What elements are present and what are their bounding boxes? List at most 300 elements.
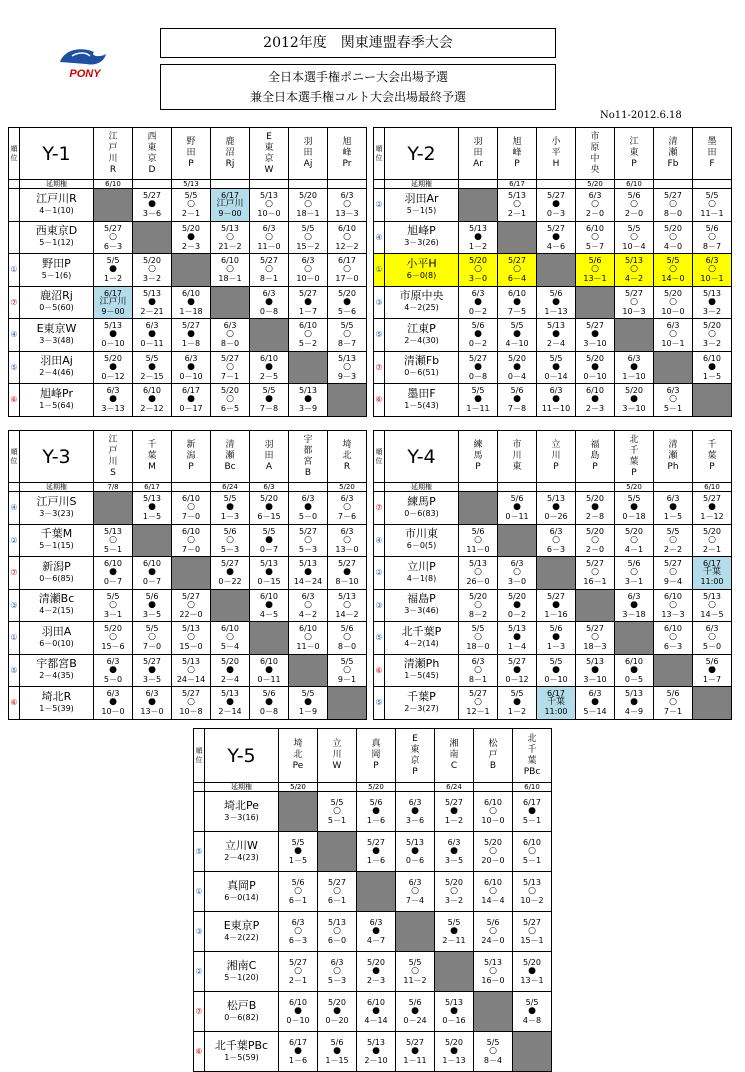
match-result: ○ — [304, 199, 312, 210]
match-score: 10－0 — [661, 306, 685, 316]
self-match-cell — [474, 992, 513, 1032]
match-cell — [474, 1032, 513, 1072]
rank-badge: ⑤ — [374, 687, 385, 720]
match-cell — [459, 286, 498, 319]
team-cell — [20, 286, 94, 319]
column-header — [615, 431, 654, 483]
match-date: 5/13 — [703, 591, 721, 601]
match-score: 13－0 — [140, 707, 164, 717]
match-cell — [94, 557, 133, 590]
match-date: 5/27 — [182, 591, 200, 601]
match-result: ● — [304, 502, 312, 513]
match-cell — [693, 524, 732, 557]
team-record: 6－0(14) — [224, 892, 259, 902]
team-record: 6－0(10) — [39, 638, 74, 648]
self-match-cell — [537, 254, 576, 287]
team-row — [374, 319, 732, 352]
match-result: ● — [591, 502, 599, 513]
match-result: ○ — [187, 502, 195, 513]
match-result: ● — [109, 664, 117, 675]
match-score: 6－0 — [327, 936, 347, 945]
match-result: ● — [372, 846, 380, 856]
match-date: 6/3 — [705, 624, 719, 634]
team-cell — [385, 492, 459, 525]
match-score: 0－10 — [286, 1016, 310, 1025]
team-cell — [20, 492, 94, 525]
team-name: 小平H — [406, 256, 437, 270]
match-score: 4－7 — [366, 936, 386, 945]
match-result: ○ — [591, 567, 599, 578]
match-score: 20－0 — [481, 856, 505, 865]
team-record: 1－5(64) — [39, 400, 74, 410]
match-cell — [172, 492, 211, 525]
enki-date: 6/10 — [94, 180, 133, 189]
match-cell — [94, 589, 133, 622]
match-cell — [576, 687, 615, 720]
match-result: ● — [343, 296, 351, 307]
match-date: 6/3 — [291, 918, 305, 927]
match-result: ● — [265, 567, 273, 578]
enki-label: 延期権 — [20, 483, 94, 492]
match-score: 11－1 — [700, 209, 724, 219]
match-score: 7－4 — [405, 896, 425, 905]
rank-badge — [194, 792, 205, 832]
match-cell — [693, 351, 732, 384]
match-result: ○ — [304, 231, 312, 242]
match-date: 6/10 — [143, 386, 161, 396]
match-result: ○ — [513, 567, 521, 578]
match-cell — [133, 622, 172, 655]
match-date: 5/20 — [703, 526, 721, 536]
enki-date — [654, 483, 693, 492]
match-cell — [615, 286, 654, 319]
team-name: E東京W — [36, 321, 77, 335]
match-result: ○ — [474, 664, 482, 675]
match-date: 5/5 — [627, 494, 641, 504]
match-score: 7－0 — [181, 544, 201, 554]
match-cell — [133, 254, 172, 287]
match-score: 3－5 — [444, 856, 464, 865]
match-cell — [328, 286, 367, 319]
match-score: 5－1 — [327, 816, 347, 825]
match-date: 5/5 — [471, 386, 485, 396]
match-score: 0－8 — [468, 371, 488, 381]
match-cell — [513, 912, 552, 952]
match-cell — [211, 687, 250, 720]
match-result: ○ — [489, 926, 497, 936]
match-date: 6/3 — [666, 494, 680, 504]
match-cell — [94, 622, 133, 655]
match-date: 6/3 — [340, 191, 354, 201]
team-record: 1－5(59) — [224, 1052, 259, 1062]
team-cell — [20, 557, 94, 590]
match-score: 1－7 — [702, 674, 722, 684]
match-date: 5/6 — [510, 386, 524, 396]
match-cell — [498, 351, 537, 384]
match-score: 3－2 — [702, 306, 722, 316]
team-record: 0－6(85) — [39, 573, 74, 583]
match-cell — [576, 524, 615, 557]
match-result: ● — [630, 697, 638, 708]
team-record: 2－4(46) — [39, 368, 74, 378]
match-result: ● — [411, 806, 419, 816]
rank-badge: ⑦ — [9, 557, 20, 590]
match-date: 5/13 — [484, 958, 502, 967]
match-cell — [615, 221, 654, 254]
match-result: ● — [372, 926, 380, 936]
match-result: ● — [148, 697, 156, 708]
team-cell — [385, 654, 459, 687]
match-cell — [357, 792, 396, 832]
team-row — [374, 221, 732, 254]
match-result: ● — [513, 394, 521, 405]
league-table-y-5 — [193, 728, 552, 1072]
match-date: 5/5 — [705, 191, 719, 201]
match-result: ● — [552, 329, 560, 340]
team-row — [374, 254, 732, 287]
match-date: 5/6 — [627, 559, 641, 569]
column-header — [94, 128, 133, 180]
team-row — [9, 557, 367, 590]
match-cell — [289, 557, 328, 590]
column-header — [133, 128, 172, 180]
match-result: ○ — [630, 199, 638, 210]
match-date: 6/3 — [549, 386, 563, 396]
match-date: 6/3 — [340, 494, 354, 504]
match-cell — [289, 589, 328, 622]
match-result: ○ — [343, 329, 351, 340]
match-score: 0－4 — [507, 371, 527, 381]
match-date: 6/10 — [484, 878, 502, 887]
match-result: ● — [109, 361, 117, 372]
match-cell — [357, 952, 396, 992]
match-score: 2－11 — [442, 936, 466, 945]
match-score: 6－3 — [663, 642, 683, 652]
match-date: 5/13 — [406, 838, 424, 847]
match-date: 5/13 — [508, 191, 526, 201]
team-cell — [20, 189, 94, 222]
column-header-label: 旭 峰 P — [512, 137, 522, 169]
column-header-label: 埼 北 Pe — [292, 739, 304, 771]
match-cell — [133, 492, 172, 525]
logo-text: PONY — [69, 68, 101, 80]
match-score: 3－6 — [405, 816, 425, 825]
match-result: ● — [591, 697, 599, 708]
match-date: 5/5 — [510, 689, 524, 699]
match-result: ● — [513, 632, 521, 643]
team-cell — [20, 524, 94, 557]
column-header-label: 市 川 東 — [512, 440, 522, 472]
match-score: 11－2 — [403, 976, 427, 985]
match-cell — [211, 492, 250, 525]
self-match-cell — [459, 492, 498, 525]
match-score: 3－2 — [444, 896, 464, 905]
match-result: ● — [591, 329, 599, 340]
match-cell — [94, 351, 133, 384]
match-result: ○ — [708, 264, 716, 275]
column-header-label: E 東 京 P — [410, 733, 420, 777]
match-date: 6/10 — [664, 591, 682, 601]
match-score: 1－8 — [181, 339, 201, 349]
column-header — [357, 729, 396, 783]
match-result: ○ — [343, 264, 351, 275]
column-header-label: 千 葉 M — [147, 440, 157, 472]
match-result: ● — [333, 1006, 341, 1016]
match-score: 7－1 — [663, 707, 683, 717]
self-match-cell — [328, 687, 367, 720]
match-date: 6/10 — [625, 656, 643, 666]
match-date: 5/6 — [408, 998, 422, 1007]
match-result: ● — [669, 502, 677, 513]
match-cell — [576, 221, 615, 254]
match-date: 6/3 — [184, 353, 198, 363]
match-cell — [279, 832, 318, 872]
league-table-y-1 — [8, 127, 367, 417]
match-date: 5/5 — [486, 1038, 500, 1047]
match-date: 5/13 — [143, 288, 161, 298]
match-result: ○ — [552, 534, 560, 545]
match-result: ● — [513, 697, 521, 708]
match-cell — [435, 1032, 474, 1072]
match-score: 4－9 — [624, 707, 644, 717]
team-name: 清瀬Fb — [403, 354, 440, 368]
match-cell — [459, 254, 498, 287]
match-cell — [289, 687, 328, 720]
team-row — [194, 952, 552, 992]
match-score: 10－1 — [700, 274, 724, 284]
match-result: ● — [148, 567, 156, 578]
match-cell — [396, 992, 435, 1032]
match-score: 18－1 — [218, 274, 242, 284]
match-date: 6/10 — [664, 624, 682, 634]
match-score: 2－5 — [259, 371, 279, 381]
self-match-cell — [693, 384, 732, 417]
match-cell — [172, 384, 211, 417]
rank-badge: ② — [374, 557, 385, 590]
match-score: 4－8 — [522, 1016, 542, 1025]
match-score: 0－10 — [179, 371, 203, 381]
match-score: 4－5 — [259, 609, 279, 619]
team-row — [9, 319, 367, 352]
team-record: 2－4(30) — [404, 335, 439, 345]
match-score: 0－2 — [468, 306, 488, 316]
match-date: 6/3 — [666, 321, 680, 331]
match-result: ● — [148, 361, 156, 372]
column-header — [693, 431, 732, 483]
match-score: 13－1 — [583, 274, 607, 284]
match-date: 6/3 — [223, 321, 237, 331]
match-date: 5/13 — [182, 624, 200, 634]
match-date: 5/27 — [664, 559, 682, 569]
match-result: ● — [528, 966, 536, 976]
match-result: ● — [552, 664, 560, 675]
rank-badge: ③ — [374, 589, 385, 622]
match-score: 0－11 — [140, 339, 164, 349]
match-cell — [654, 589, 693, 622]
match-date: 6/3 — [301, 591, 315, 601]
match-result: ● — [708, 361, 716, 372]
match-score: 7－1 — [220, 371, 240, 381]
match-date: 5/20 — [221, 656, 239, 666]
team-row — [9, 286, 367, 319]
match-cell — [211, 319, 250, 352]
team-record: 5－1(20) — [224, 972, 259, 982]
match-cell — [693, 189, 732, 222]
match-score: 1－5 — [142, 512, 162, 522]
match-result: ○ — [708, 599, 716, 610]
match-score: 24－14 — [176, 674, 206, 684]
match-result: ● — [148, 329, 156, 340]
match-date: 5/5 — [408, 958, 422, 967]
enki-date: 6/10 — [513, 783, 552, 792]
match-date: 5/13 — [508, 624, 526, 634]
column-header — [250, 128, 289, 180]
team-row — [374, 524, 732, 557]
match-date: 6/10 — [289, 998, 307, 1007]
match-cell — [498, 189, 537, 222]
match-cell — [94, 384, 133, 417]
match-result: ● — [474, 361, 482, 372]
match-result: ○ — [304, 329, 312, 340]
match-date: 5/27 — [508, 256, 526, 266]
enki-date — [250, 180, 289, 189]
match-cell — [693, 622, 732, 655]
enki-spacer — [9, 483, 20, 492]
match-date: 5/27 — [221, 353, 239, 363]
league-table-y-2 — [373, 127, 732, 417]
match-score: 10－1 — [661, 339, 685, 349]
match-cell — [211, 189, 250, 222]
rank-badge: ⑥ — [374, 654, 385, 687]
match-score: 15－1 — [520, 936, 544, 945]
match-score: 9－3 — [337, 371, 357, 381]
match-result: ● — [474, 296, 482, 307]
self-match-cell — [211, 589, 250, 622]
team-cell — [205, 912, 279, 952]
match-result: ● — [343, 567, 351, 578]
match-date: 5/27 — [299, 288, 317, 298]
match-cell — [318, 1032, 357, 1072]
team-cell — [385, 221, 459, 254]
match-date: 5/20 — [586, 526, 604, 536]
enki-date — [133, 180, 172, 189]
team-record: 3－3(26) — [404, 238, 439, 248]
match-score: 14－5 — [700, 609, 724, 619]
match-cell — [279, 912, 318, 952]
match-date: 5/5 — [301, 223, 315, 233]
match-result: ● — [304, 296, 312, 307]
column-header-label: 練 馬 P — [473, 440, 483, 472]
match-result: ● — [265, 599, 273, 610]
match-result: ○ — [591, 199, 599, 210]
column-header — [94, 431, 133, 483]
match-result: ● — [226, 664, 234, 675]
team-row — [9, 654, 367, 687]
match-date: 5/6 — [471, 321, 485, 331]
team-record: 4－2(22) — [224, 932, 259, 942]
match-cell — [172, 286, 211, 319]
match-cell — [435, 872, 474, 912]
team-record: 5－1(12) — [39, 238, 74, 248]
match-score: 1－3 — [220, 512, 240, 522]
match-score: 18－3 — [583, 642, 607, 652]
match-date: 6/10 — [586, 223, 604, 233]
match-date: 5/27 — [143, 656, 161, 666]
match-cell — [328, 557, 367, 590]
match-cell — [328, 524, 367, 557]
match-result: ● — [591, 361, 599, 372]
column-header-label: 福 島 P — [590, 440, 600, 472]
match-score: 26－0 — [466, 577, 490, 587]
match-date: 6/3 — [408, 798, 422, 807]
match-cell — [615, 492, 654, 525]
match-date: 5/20 — [625, 526, 643, 536]
match-score: 1－5 — [663, 512, 683, 522]
column-header-label: 小 平 H — [551, 137, 561, 169]
match-date: 5/13 — [143, 494, 161, 504]
match-cell — [615, 189, 654, 222]
enki-spacer — [374, 180, 385, 189]
column-header-label: 千 葉 P — [707, 440, 717, 472]
match-date: 6/10 — [299, 321, 317, 331]
match-cell — [172, 622, 211, 655]
match-date: 6/10 — [182, 494, 200, 504]
enki-date — [474, 783, 513, 792]
match-score: 6－1 — [327, 896, 347, 905]
match-date: 6/10 — [703, 353, 721, 363]
match-cell — [133, 589, 172, 622]
column-header — [172, 431, 211, 483]
match-score: 6－3 — [546, 544, 566, 554]
match-score: 18－1 — [296, 209, 320, 219]
match-cell — [537, 286, 576, 319]
match-date: 6/10 — [299, 624, 317, 634]
match-date: 5/5 — [330, 798, 344, 807]
match-date: 5/20 — [338, 288, 356, 298]
team-name: 松戸B — [226, 998, 257, 1012]
team-row — [9, 524, 367, 557]
self-match-cell — [172, 557, 211, 590]
match-result: ○ — [304, 264, 312, 275]
match-cell — [435, 992, 474, 1032]
match-date: 5/27 — [625, 288, 643, 298]
match-cell — [396, 872, 435, 912]
match-score: 6－4 — [507, 274, 527, 284]
match-result: ○ — [669, 534, 677, 545]
match-cell — [474, 912, 513, 952]
match-score: 13－1 — [520, 976, 544, 985]
match-cell — [94, 654, 133, 687]
team-record: 2－4(23) — [224, 852, 259, 862]
match-result: ● — [591, 394, 599, 405]
match-score: 7－5 — [507, 306, 527, 316]
match-cell — [94, 687, 133, 720]
match-score: 9－1 — [337, 674, 357, 684]
rank-badge: ② — [374, 189, 385, 222]
match-cell — [498, 286, 537, 319]
match-score: 0－2 — [468, 339, 488, 349]
match-result: ○ — [226, 231, 234, 242]
match-date: 6/3 — [262, 288, 276, 298]
rank-badge: ② — [194, 952, 205, 992]
match-cell — [459, 622, 498, 655]
team-row — [374, 589, 732, 622]
match-score: 4－6 — [546, 241, 566, 251]
match-date: 6/17 — [289, 1038, 307, 1047]
match-cell — [576, 254, 615, 287]
match-date: 6/3 — [408, 878, 422, 887]
match-date: 5/13 — [469, 223, 487, 233]
